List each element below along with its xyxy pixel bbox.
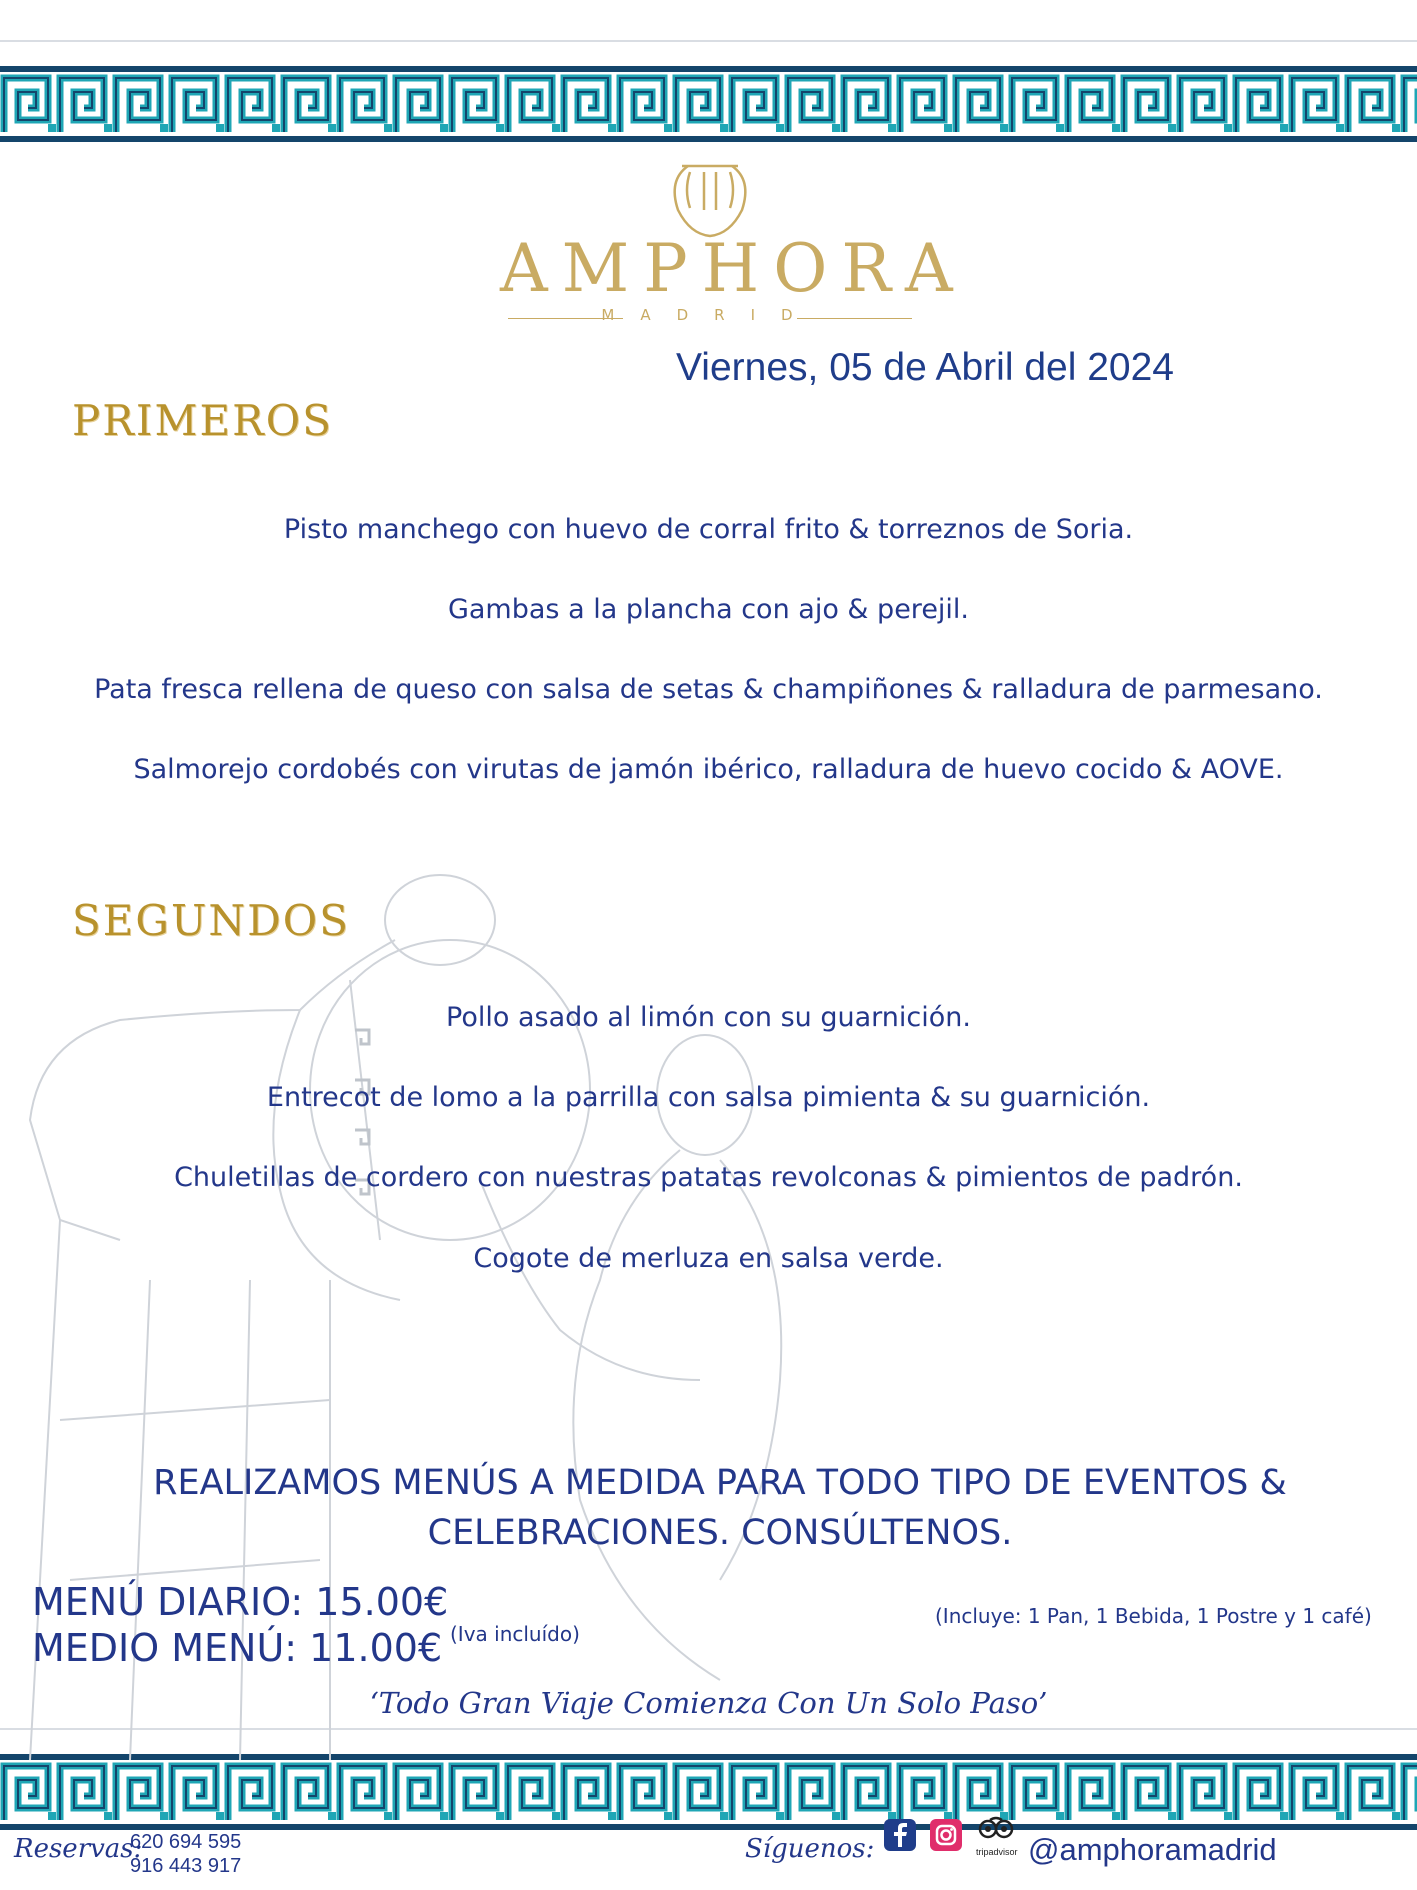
dish-primeros-2: Gambas a la plancha con ajo & perejil. (447, 594, 970, 625)
quote: ‘Todo Gran Viaje Comienza Con Un Solo Paso’ (369, 1686, 1048, 1720)
menu-date: Viernes, 05 de Abril del 2024 (676, 346, 1174, 389)
dish-segundos-4: Cogote de merluza en salsa verde. (473, 1243, 944, 1274)
reservas-label: Reservas: (14, 1834, 143, 1864)
amphora-vase-icon (660, 160, 760, 240)
includes-note: (Incluye: 1 Pan, 1 Bebida, 1 Postre y 1 café) (935, 1604, 1372, 1628)
greek-key-band-bottom (0, 1750, 1417, 1834)
dish-primeros-4: Salmorejo cordobés con virutas de jamón ibérico, ralladura de huevo cocido & AOVE. (133, 754, 1284, 785)
price-medio-menu: MEDIO MENÚ: 11.00€ (32, 1626, 443, 1670)
phone-1[interactable]: 620 694 595 (130, 1831, 242, 1853)
phone-2[interactable]: 916 443 917 (130, 1855, 242, 1877)
dish-primeros-1: Pisto manchego con huevo de corral frito & torreznos de Soria. (283, 514, 1134, 545)
price-menu-diario: MENÚ DIARIO: 15.00€ (32, 1580, 449, 1624)
dish-primeros-3: Pata fresca rellena de queso con salsa de setas & champiñones & ralladura de parmesano. (94, 674, 1323, 705)
section-title-segundos: SEGUNDOS (72, 896, 351, 945)
top-frame-line (0, 40, 1417, 42)
promo-line-1: REALIZAMOS MENÚS A MEDIDA PARA TODO TIPO DE EVENTOS & (153, 1463, 1287, 1503)
tripadvisor-icon[interactable] (976, 1815, 1016, 1859)
greek-figures-watermark (0, 860, 820, 1760)
dish-segundos-2: Entrecot de lomo a la parrilla con salsa pimienta & su guarnición. (266, 1082, 1151, 1113)
dish-segundos-3: Chuletillas de cordero con nuestras patatas revolconas & pimientos de padrón. (174, 1162, 1243, 1193)
dish-segundos-1: Pollo asado al limón con su guarnición. (446, 1002, 971, 1033)
vat-note: (Iva incluído) (450, 1622, 580, 1646)
brand-name: AMPHORA (500, 230, 967, 307)
tripadvisor-label: tripadvisor (976, 1847, 1018, 1857)
follow-label: Síguenos: (745, 1834, 875, 1864)
amphora-logo (500, 160, 967, 340)
social-handle[interactable]: @amphoramadrid (1028, 1832, 1277, 1867)
greek-key-band-top (0, 62, 1417, 146)
facebook-icon[interactable] (884, 1819, 916, 1851)
section-title-primeros: PRIMEROS (72, 396, 333, 445)
brand-subtitle: MADRID (601, 306, 819, 324)
promo-line-2: CELEBRACIONES. CONSÚLTENOS. (427, 1513, 1013, 1553)
instagram-icon[interactable] (930, 1819, 962, 1851)
